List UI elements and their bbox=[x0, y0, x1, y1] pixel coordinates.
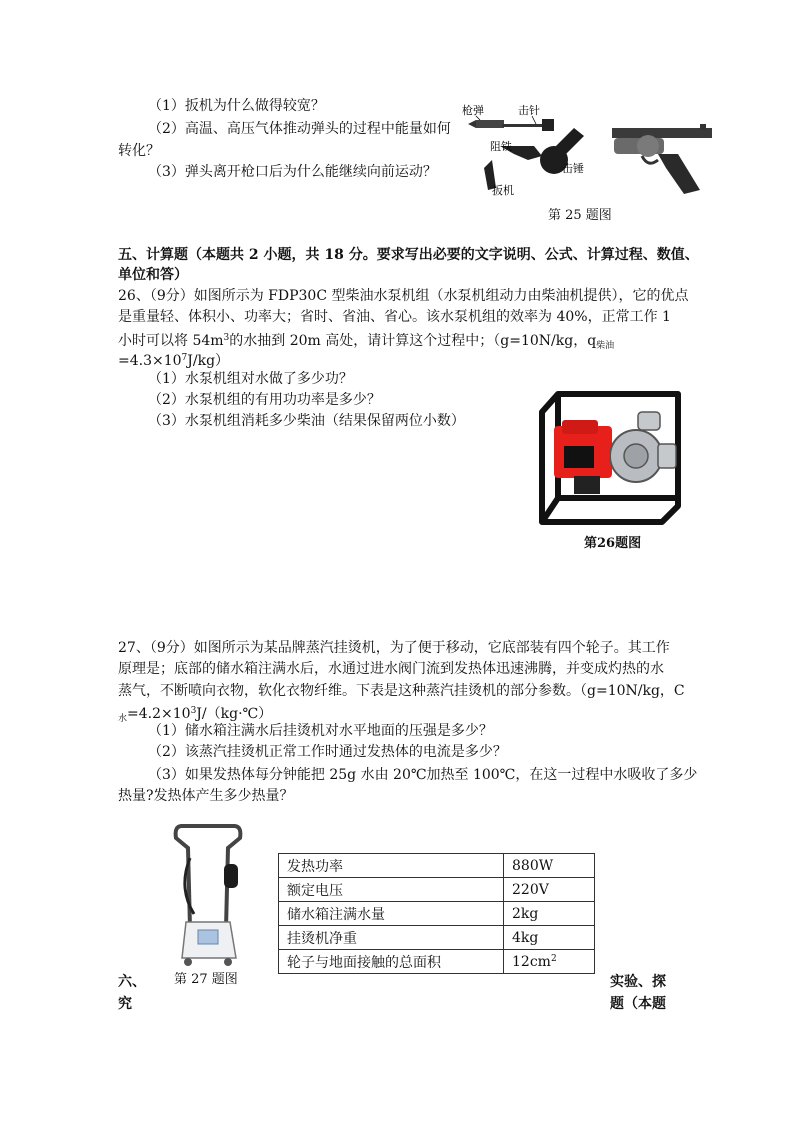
q27-sub3-line1: （3）如果发热体每分钟能把 25g 水由 20℃加热至 100℃，在这一过程中水吸收了多少 bbox=[148, 767, 698, 783]
label-trigger: 扳机 bbox=[492, 184, 514, 197]
table-row bbox=[279, 902, 595, 926]
q27-sub2: （2）该蒸汽挂烫机正常工作时通过发热体的电流是多少？ bbox=[148, 744, 507, 760]
q27-line3: 蒸气，不断喷向衣物，软化衣物纤维。下表是这种蒸汽挂烫机的部分参数。（g=10N/kg，C bbox=[118, 683, 685, 699]
q25-sub2-line2: 转化？ bbox=[118, 143, 160, 159]
param-value-sup: 2 bbox=[550, 953, 557, 964]
q25-caption: 第 25 题图 bbox=[548, 208, 612, 223]
q27-parameter-table bbox=[278, 853, 595, 974]
q25-sub3: （3）弹头离开枪口后为什么能继续向前运动？ bbox=[148, 164, 437, 180]
label-bullet: 枪弹 bbox=[462, 104, 484, 117]
q27-line4-post: J/（kg·℃） bbox=[196, 706, 273, 722]
param-value: 880W bbox=[504, 854, 595, 878]
param-name: 轮子与地面接触的总面积 bbox=[279, 950, 504, 974]
pump-housing bbox=[610, 412, 676, 482]
pump-engine bbox=[554, 420, 612, 494]
param-name: 挂烫机净重 bbox=[279, 926, 504, 950]
param-value: 220V bbox=[504, 878, 595, 902]
q26-line3-pre: 小时可以将 54m bbox=[118, 333, 224, 349]
q27-line2: 原理是；底部的储水箱注满水后，水通过进水阀门流到发热体迅速沸腾，并变成灼热的水 bbox=[118, 661, 664, 677]
label-hammer: 击锤 bbox=[562, 162, 584, 175]
table-row bbox=[279, 854, 595, 878]
q27-line1: 27、（9分）如图所示为某品牌蒸汽挂烫机，为了便于移动，它底部装有四个轮子。其工作 bbox=[118, 640, 670, 656]
q26-line4-pre: =4.3×10 bbox=[118, 353, 182, 369]
param-value: 2kg bbox=[504, 902, 595, 926]
q27-sub3-line2: 热量?发热体产生多少热量？ bbox=[118, 788, 294, 804]
label-sear: 阻铁 bbox=[490, 140, 512, 153]
steamer-head bbox=[224, 864, 238, 888]
q26-line4-post: J/kg） bbox=[187, 353, 230, 369]
param-name: 储水箱注满水量 bbox=[279, 902, 504, 926]
q25-sub2-line1: （2）高温、高压气体推动弹头的过程中能量如何 bbox=[148, 121, 451, 137]
firing-pin-image bbox=[502, 119, 554, 131]
q26-line3-sup: 3 bbox=[223, 333, 230, 343]
param-name: 发热功率 bbox=[279, 854, 504, 878]
q27-line4-sub: 水 bbox=[118, 714, 128, 724]
q27-caption: 第 27 题图 bbox=[174, 972, 238, 987]
table-row bbox=[279, 878, 595, 902]
section6-right-line1: 实验、探 bbox=[610, 974, 666, 990]
param-value-text: 12cm bbox=[512, 953, 551, 970]
param-value bbox=[504, 950, 595, 974]
label-firing-pin: 击针 bbox=[518, 104, 540, 117]
section6-left-line2: 究 bbox=[118, 996, 132, 1012]
q26-sub3: （3）水泵机组消耗多少柴油（结果保留两位小数） bbox=[148, 413, 465, 429]
q26-line4 bbox=[118, 348, 229, 371]
section5-heading-line2: 单位和答） bbox=[118, 267, 188, 283]
table-row bbox=[279, 926, 595, 950]
q25-figure bbox=[462, 98, 732, 198]
param-name: 额定电压 bbox=[279, 878, 504, 902]
section5-heading-line1: 五、计算题（本题共 2 小题，共 18 分。要求写出必要的文字说明、公式、计算过程、数值、 bbox=[118, 247, 699, 263]
q26-caption: 第26题图 bbox=[584, 536, 642, 551]
revolver-image bbox=[612, 124, 712, 194]
q26-line2: 是重量轻、体积小、功率大；省时、省油、省心。该水泵机组的效率为 40%，正常工作 1 bbox=[118, 309, 671, 325]
section6-left-line1: 六、 bbox=[118, 974, 146, 990]
q25-sub1: （1）扳机为什么做得较宽？ bbox=[148, 98, 325, 114]
q26-sub1: （1）水泵机组对水做了多少功？ bbox=[148, 371, 353, 387]
q26-line3-sub: 柴油 bbox=[596, 341, 615, 351]
q26-line1: 26、（9分）如图所示为 FDP30C 型柴油水泵机组（水泵机组动力由柴油机提供），它的优点 bbox=[118, 288, 689, 304]
q27-sub1: （1）储水箱注满水后挂烫机对水平地面的压强是多少？ bbox=[148, 723, 493, 739]
q26-line4-sup: 7 bbox=[181, 353, 188, 363]
q26-sub2: （2）水泵机组的有用功功率是多少？ bbox=[148, 392, 381, 408]
param-value: 4kg bbox=[504, 926, 595, 950]
q27-line4-pre: =4.2×10 bbox=[127, 706, 191, 722]
table-row bbox=[279, 950, 595, 974]
q26-line3-post: 的水抽到 20m 高处，请计算这个过程中；（g=10N/kg，q bbox=[229, 333, 597, 349]
q27-figure-garment-steamer bbox=[168, 818, 248, 968]
q27-line4-sup: 3 bbox=[190, 706, 197, 716]
bullet-image bbox=[468, 120, 504, 128]
section6-right-line2: 题（本题 bbox=[610, 996, 666, 1012]
q26-figure-water-pump bbox=[528, 386, 688, 526]
